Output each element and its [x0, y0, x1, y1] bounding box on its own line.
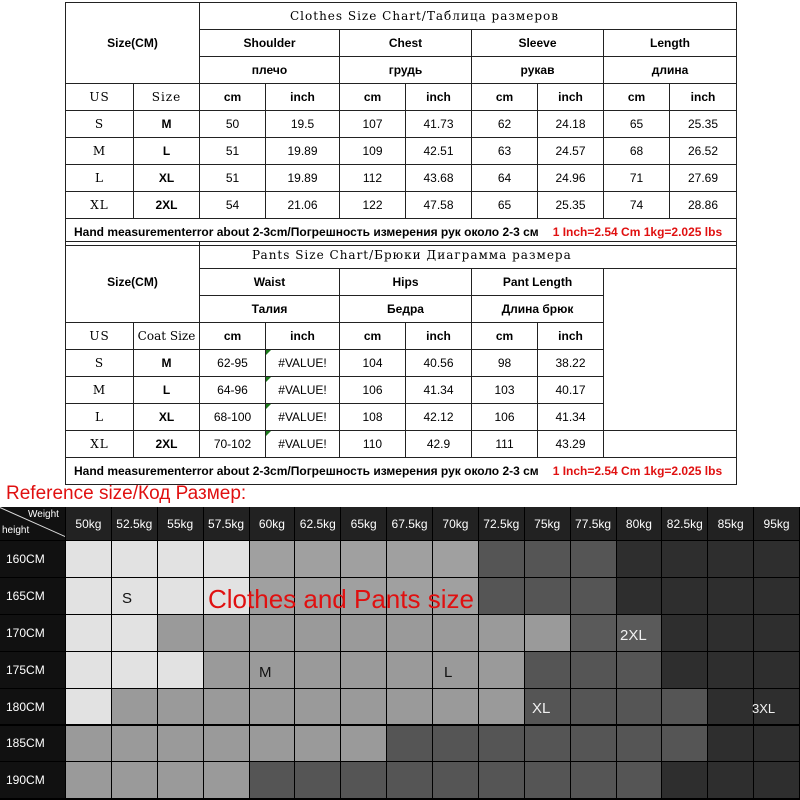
weight-header: 70kg: [433, 507, 478, 540]
measure-waist: Waist: [200, 269, 340, 296]
size-cm-label: Size(CM): [66, 3, 200, 84]
reference-cell: [112, 652, 157, 688]
reference-cell: [571, 652, 616, 688]
reference-cell: [341, 615, 386, 651]
cell: 21.06: [266, 192, 340, 219]
reference-cell: [754, 615, 799, 651]
size-code: L: [134, 377, 200, 404]
cell: 47.58: [406, 192, 472, 219]
reference-cell: [754, 578, 799, 614]
size-mark-s: S: [122, 590, 133, 607]
reference-cell: [479, 726, 524, 762]
us-size: XL: [66, 431, 134, 458]
us-size: S: [66, 111, 134, 138]
cell: 63: [472, 138, 538, 165]
weight-header: 82.5kg: [662, 507, 707, 540]
cell: 41.73: [406, 111, 472, 138]
measure-shoulder: Shoulder: [200, 30, 340, 57]
reference-cell: [479, 689, 524, 725]
cell: #VALUE!: [266, 404, 340, 431]
measurement-note: [66, 458, 737, 485]
reference-cell: [66, 578, 111, 614]
reference-cell: [433, 726, 478, 762]
cell: 38.22: [538, 350, 604, 377]
reference-cell: [708, 615, 753, 651]
weight-header: 60kg: [250, 507, 295, 540]
weight-header: 95kg: [754, 507, 799, 540]
cell: 50: [200, 111, 266, 138]
cell: 110: [340, 431, 406, 458]
reference-cell: [295, 689, 340, 725]
cell: 24.18: [538, 111, 604, 138]
reference-cell: [662, 615, 707, 651]
reference-cell: [387, 689, 432, 725]
measure-sleeve: Sleeve: [472, 30, 604, 57]
reference-cell: [250, 762, 295, 798]
weight-header: 55kg: [158, 507, 203, 540]
cell: 109: [340, 138, 406, 165]
cell: 68: [604, 138, 670, 165]
unit-cm: cm: [200, 84, 266, 111]
reference-cell: [479, 762, 524, 798]
reference-cell: [662, 578, 707, 614]
cell: 40.56: [406, 350, 472, 377]
reference-cell: [662, 541, 707, 577]
clothes-chart-title: Clothes Size Chart/Таблица размеров: [200, 3, 737, 30]
height-label: 160CM: [0, 541, 65, 577]
reference-cell: [479, 652, 524, 688]
col-us: US: [66, 84, 134, 111]
size-code: M: [134, 350, 200, 377]
measure-hips: Hips: [340, 269, 472, 296]
measure-chest-ru: грудь: [340, 57, 472, 84]
us-size: M: [66, 377, 134, 404]
size-code: 2XL: [134, 192, 200, 219]
reference-cell: [433, 615, 478, 651]
cell: 107: [340, 111, 406, 138]
cell: 103: [472, 377, 538, 404]
reference-cell: [479, 578, 524, 614]
reference-cell: [708, 762, 753, 798]
pants-size-table: [65, 241, 737, 485]
col-size: Size: [134, 84, 200, 111]
reference-cell: [112, 726, 157, 762]
measure-waist-ru: Талия: [200, 296, 340, 323]
size-mark-l: L: [444, 664, 453, 681]
reference-size-title: Reference size/Код Размер:: [6, 483, 247, 504]
reference-cell: [112, 615, 157, 651]
height-label: 165CM: [0, 578, 65, 614]
reference-cell: [617, 762, 662, 798]
reference-cell: [112, 541, 157, 577]
clothes-size-table: [65, 2, 737, 246]
reference-cell: [433, 762, 478, 798]
reference-cell: [66, 652, 111, 688]
reference-cell: [571, 689, 616, 725]
cell: 41.34: [406, 377, 472, 404]
reference-cell: [341, 726, 386, 762]
cell: 70-102: [200, 431, 266, 458]
reference-cell: [387, 652, 432, 688]
reference-cell: [250, 652, 295, 688]
size-mark-3xl: 3XL: [752, 701, 776, 716]
reference-cell: [708, 652, 753, 688]
cell: 27.69: [670, 165, 737, 192]
unit-cm: cm: [340, 323, 406, 350]
cell: 64: [472, 165, 538, 192]
reference-cell: [158, 762, 203, 798]
reference-cell: [754, 726, 799, 762]
weight-header: 85kg: [708, 507, 753, 540]
reference-cell: [479, 615, 524, 651]
reference-cell: [112, 762, 157, 798]
reference-cell: [479, 541, 524, 577]
weight-header: 77.5kg: [571, 507, 616, 540]
reference-cell: [204, 615, 249, 651]
cell: 42.12: [406, 404, 472, 431]
measure-pant-length: Pant Length: [472, 269, 604, 296]
reference-cell: [433, 689, 478, 725]
cell: 24.57: [538, 138, 604, 165]
reference-cell: [387, 541, 432, 577]
clothes-and-pants-size-label: Clothes and Pants size: [208, 584, 474, 614]
cell: 108: [340, 404, 406, 431]
table-row: [66, 138, 737, 165]
note-text: Hand measurementerror about 2-3cm/Погрешность измерения рук около 2-3 см: [74, 464, 539, 478]
reference-cell: [341, 652, 386, 688]
unit-inch: inch: [406, 323, 472, 350]
reference-cell: [204, 762, 249, 798]
cell: #VALUE!: [266, 377, 340, 404]
us-size: S: [66, 350, 134, 377]
unit-cm: cm: [340, 84, 406, 111]
unit-inch: inch: [266, 84, 340, 111]
cell: 122: [340, 192, 406, 219]
reference-cell: [295, 726, 340, 762]
reference-cell: [250, 689, 295, 725]
reference-cell: [387, 726, 432, 762]
reference-cell: [708, 541, 753, 577]
reference-cell: [66, 541, 111, 577]
table-row: [66, 192, 737, 219]
cell: 62: [472, 111, 538, 138]
measure-length: Length: [604, 30, 737, 57]
weight-header: 65kg: [341, 507, 386, 540]
size-code: XL: [134, 165, 200, 192]
reference-cell: [341, 762, 386, 798]
size-code: L: [134, 138, 200, 165]
cell: 68-100: [200, 404, 266, 431]
reference-cell: [66, 762, 111, 798]
cell: 42.9: [406, 431, 472, 458]
reference-cell: [525, 541, 570, 577]
reference-cell: [754, 652, 799, 688]
reference-cell: [204, 541, 249, 577]
reference-cell: [662, 726, 707, 762]
size-code: 2XL: [134, 431, 200, 458]
weight-header: 52.5kg: [112, 507, 157, 540]
cell: 65: [472, 192, 538, 219]
reference-cell: [617, 578, 662, 614]
reference-cell: [571, 726, 616, 762]
size-cm-label: Size(CM): [66, 242, 200, 323]
unit-inch: inch: [538, 84, 604, 111]
reference-cell: [295, 652, 340, 688]
height-label: 185CM: [0, 726, 65, 762]
height-label: 175CM: [0, 652, 65, 688]
cell: 51: [200, 165, 266, 192]
cell: 43.29: [538, 431, 604, 458]
height-label: 180CM: [0, 689, 65, 725]
cell: 19.5: [266, 111, 340, 138]
reference-cell: [387, 615, 432, 651]
reference-cell: [617, 541, 662, 577]
cell: 25.35: [538, 192, 604, 219]
measure-pant-length-ru: Длина брюк: [472, 296, 604, 323]
reference-cell: [158, 689, 203, 725]
reference-cell: [341, 689, 386, 725]
col-us: US: [66, 323, 134, 350]
reference-size-grid: [0, 507, 800, 800]
reference-cell: [204, 652, 249, 688]
height-label: 170CM: [0, 615, 65, 651]
reference-cell: [158, 652, 203, 688]
unit-cm: cm: [604, 84, 670, 111]
reference-cell: [250, 615, 295, 651]
conversion-note: 1 Inch=2.54 Cm 1kg=2.025 lbs: [552, 225, 723, 239]
unit-cm: cm: [472, 84, 538, 111]
cell: 98: [472, 350, 538, 377]
table-row: [66, 111, 737, 138]
reference-cell: [433, 541, 478, 577]
weight-header: 67.5kg: [387, 507, 432, 540]
reference-cell: [66, 689, 111, 725]
cell: 19.89: [266, 165, 340, 192]
cell: 111: [472, 431, 538, 458]
table-row: [66, 431, 737, 458]
us-size: L: [66, 165, 134, 192]
reference-cell: [250, 541, 295, 577]
table-row: [66, 165, 737, 192]
reference-cell: [112, 689, 157, 725]
reference-cell: [250, 726, 295, 762]
weight-height-corner: [0, 507, 65, 540]
cell: 41.34: [538, 404, 604, 431]
corner-weight-label: Weight: [28, 509, 59, 520]
reference-cell: [754, 762, 799, 798]
reference-cell: [617, 652, 662, 688]
unit-inch: inch: [670, 84, 737, 111]
cell: 19.89: [266, 138, 340, 165]
unit-cm: cm: [472, 323, 538, 350]
weight-header: 50kg: [66, 507, 111, 540]
reference-cell: [295, 762, 340, 798]
reference-cell: [204, 689, 249, 725]
empty-cell: [604, 269, 737, 431]
reference-cell: [295, 541, 340, 577]
size-mark-xl: XL: [532, 700, 551, 717]
cell: 74: [604, 192, 670, 219]
us-size: M: [66, 138, 134, 165]
reference-cell: [662, 652, 707, 688]
reference-cell: [708, 689, 753, 725]
corner-height-label: height: [2, 525, 30, 536]
reference-cell: [158, 541, 203, 577]
cell: 65: [604, 111, 670, 138]
cell: 106: [340, 377, 406, 404]
reference-cell: [617, 689, 662, 725]
cell: 54: [200, 192, 266, 219]
cell: 42.51: [406, 138, 472, 165]
measure-hips-ru: Бедра: [340, 296, 472, 323]
reference-cell: [571, 578, 616, 614]
reference-cell: [662, 689, 707, 725]
reference-cell: [708, 578, 753, 614]
unit-inch: inch: [538, 323, 604, 350]
cell: 43.68: [406, 165, 472, 192]
reference-cell: [571, 615, 616, 651]
reference-cell: [525, 726, 570, 762]
size-mark-m: M: [259, 664, 272, 681]
reference-cell: [571, 541, 616, 577]
conversion-note: 1 Inch=2.54 Cm 1kg=2.025 lbs: [552, 464, 723, 478]
reference-cell: [571, 762, 616, 798]
size-code: XL: [134, 404, 200, 431]
cell: 25.35: [670, 111, 737, 138]
weight-header: 62.5kg: [295, 507, 340, 540]
weight-header: 72.5kg: [479, 507, 524, 540]
reference-cell: [66, 615, 111, 651]
reference-cell: [617, 726, 662, 762]
reference-cell: [433, 652, 478, 688]
cell: 40.17: [538, 377, 604, 404]
reference-cell: [66, 726, 111, 762]
weight-header: 57.5kg: [204, 507, 249, 540]
empty-cell: [604, 431, 737, 458]
cell: 28.86: [670, 192, 737, 219]
unit-inch: inch: [406, 84, 472, 111]
reference-cell: [112, 578, 157, 614]
us-size: XL: [66, 192, 134, 219]
reference-cell: [525, 578, 570, 614]
measure-chest: Chest: [340, 30, 472, 57]
unit-cm: cm: [200, 323, 266, 350]
reference-cell: [387, 762, 432, 798]
measure-sleeve-ru: рукав: [472, 57, 604, 84]
us-size: L: [66, 404, 134, 431]
reference-cell: [158, 615, 203, 651]
pants-chart-title: Pants Size Chart/Брюки Диаграмма размера: [200, 242, 737, 269]
reference-cell: [295, 615, 340, 651]
reference-cell: [525, 762, 570, 798]
reference-cell: [662, 762, 707, 798]
cell: 112: [340, 165, 406, 192]
weight-header: 80kg: [617, 507, 662, 540]
col-coat-size: Coat Size: [134, 323, 200, 350]
note-text: Hand measurementerror about 2-3cm/Погрешность измерения рук около 2-3 см: [74, 225, 539, 239]
cell: 104: [340, 350, 406, 377]
reference-cell: [708, 726, 753, 762]
weight-header: 75kg: [525, 507, 570, 540]
cell: 51: [200, 138, 266, 165]
reference-cell: [158, 578, 203, 614]
cell: 106: [472, 404, 538, 431]
height-label: 190CM: [0, 762, 65, 798]
unit-inch: inch: [266, 323, 340, 350]
size-code: M: [134, 111, 200, 138]
reference-cell: [525, 652, 570, 688]
reference-cell: [525, 615, 570, 651]
cell: 71: [604, 165, 670, 192]
cell: #VALUE!: [266, 350, 340, 377]
cell: 24.96: [538, 165, 604, 192]
reference-cell: [204, 726, 249, 762]
measure-length-ru: длина: [604, 57, 737, 84]
size-mark-2xl: 2XL: [620, 627, 647, 644]
cell: #VALUE!: [266, 431, 340, 458]
measure-shoulder-ru: плечо: [200, 57, 340, 84]
reference-cell: [158, 726, 203, 762]
reference-cell: [754, 541, 799, 577]
reference-cell: [341, 541, 386, 577]
cell: 62-95: [200, 350, 266, 377]
cell: 26.52: [670, 138, 737, 165]
cell: 64-96: [200, 377, 266, 404]
